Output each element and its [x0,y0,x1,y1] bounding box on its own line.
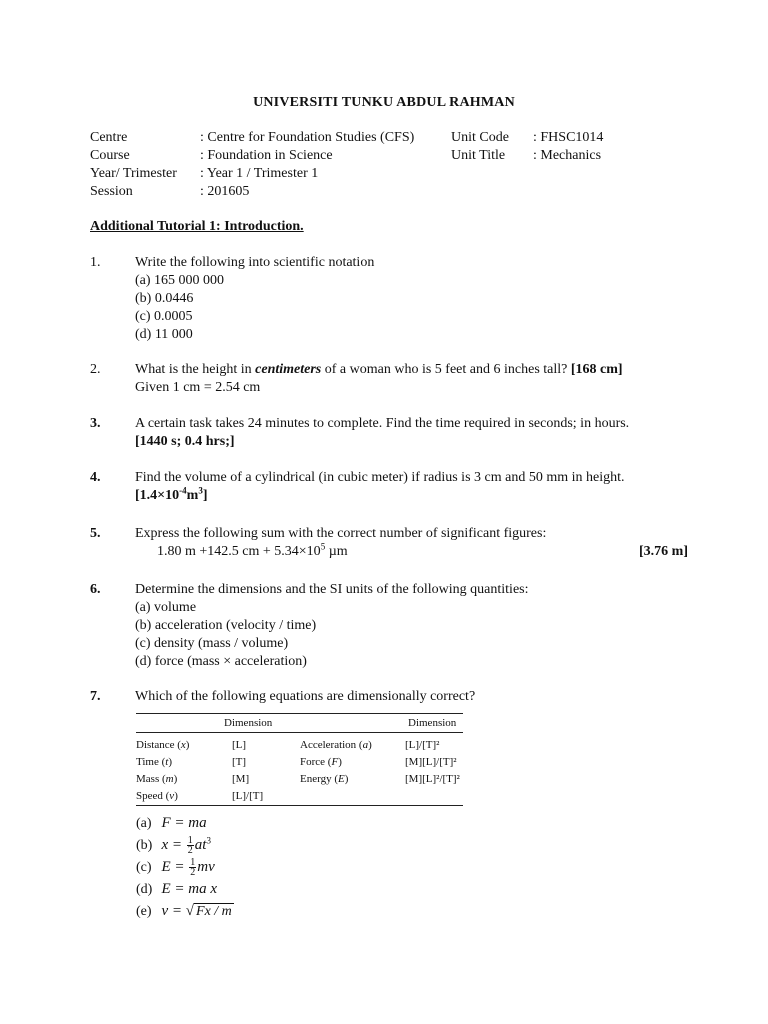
radicand: Fx / m [196,904,232,919]
fraction [189,858,196,877]
table-cell: Time (t) [136,756,172,768]
info-value: : Foundation in Science [200,148,333,163]
equation-list [136,812,234,922]
numerator: 1 [190,857,196,869]
table-cell: [T] [232,756,247,768]
quantity-name: Distance ( [136,739,181,751]
info-row-year [90,165,690,183]
denominator: 2 [187,845,193,857]
question-number: 6. [90,582,101,597]
answer-text: [1440 s; 0.4 hrs;] [135,434,235,449]
equation-lhs: E [161,881,171,897]
quantity-symbol: t [165,756,169,768]
info-row-session [90,183,690,201]
table-cell [300,788,405,805]
denominator: 2 [190,867,196,879]
quantity-name: Time ( [136,756,166,768]
list-item: (c) 0.0005 [135,309,193,324]
question-text [135,361,680,379]
square-root-sign: √ [185,903,195,919]
info-row-centre [90,129,690,147]
equation-lhs: F [161,815,171,831]
quantity-name: Force ( [300,756,332,768]
table-header: Dimension [224,716,273,729]
text-part: What is the height in [135,362,256,377]
answer-text [135,487,680,505]
quantity-symbol: m [165,773,174,785]
table-cell: Energy (E) [300,773,349,785]
info-label: Unit Code [451,130,509,145]
emphasis-text: centimeters [255,362,322,377]
equation-label: (c) [136,860,152,875]
table-row [136,754,463,771]
fraction [187,836,194,855]
equation-rhs: = [168,837,186,853]
table-cell: [L]/[T]² [405,739,440,751]
table-cell: [L] [232,739,247,751]
text-part: 1.80 m +142.5 cm + 5.34×10 [157,544,321,559]
given-text: Given 1 cm = 2.54 cm [135,380,261,395]
list-item: (c) density (mass / volume) [135,636,289,651]
info-value: : Year 1 / Trimester 1 [200,166,319,181]
dimension-table [136,713,463,806]
table-row [136,771,463,788]
equation-label: (e) [136,904,152,919]
equation-item [136,834,234,856]
table-cell: [M][L]/[T]² [405,756,457,768]
question-number: 7. [90,689,101,704]
info-label: Course [90,148,130,163]
table-cell: [M] [232,773,250,785]
text-part: [1.4×10 [135,488,180,503]
quantity-name: Mass ( [136,773,166,785]
question-text: Express the following sum with the correct number of significant figures: [135,526,547,541]
exponent: 5 [320,541,326,552]
equation-item [136,856,234,878]
table-cell: Force (F) [300,756,342,768]
equation-rhs: = ma [170,815,207,831]
text-part: of a woman who is 5 feet and 6 inches tall? [321,362,571,377]
question-number: 2. [90,362,101,377]
info-label: Centre [90,130,128,145]
equation-rhs: = [168,903,186,919]
equation-lhs: v [161,903,169,919]
table-cell [405,788,463,805]
exponent: -4 [179,485,187,496]
question-number: 4. [90,470,101,485]
table-cell: Distance (x) [136,739,190,751]
equation-lhs: x [161,837,169,853]
equation-label: (b) [136,838,153,853]
exponent: 3 [198,485,203,496]
equation-label: (d) [136,882,153,897]
info-label: Session [90,184,133,199]
equation-item [136,878,234,900]
equation-term: mv [197,859,215,875]
equation-item [136,900,234,922]
table-header: Dimension [408,716,457,729]
equation-rhs: = [170,859,189,875]
list-item: (d) 11 000 [135,327,193,342]
answer-text: [168 cm] [570,362,623,377]
equation-item [136,812,234,834]
info-row-course [90,147,690,165]
equation-lhs: E [161,859,171,875]
question-number: 5. [90,526,101,541]
quantity-symbol: v [169,790,175,802]
quantity-name: Energy ( [300,773,338,785]
text-part: m [186,488,199,503]
equation-term: at [194,837,207,853]
table-cell: Mass (m) [136,773,178,785]
quantity-name: Acceleration ( [300,739,363,751]
table-cell: [L]/[T] [232,790,264,802]
info-value: : Centre for Foundation Studies (CFS) [200,130,415,145]
info-label: Year/ Trimester [90,166,177,181]
course-info-block [90,129,690,201]
quantity-symbol: x [180,739,186,751]
question-text: Which of the following equations are dimensionally correct? [135,689,476,704]
numerator: 1 [187,835,193,847]
info-label: Unit Title [451,148,506,163]
question-text: Write the following into scientific notation [135,255,375,270]
text-part: ] [202,488,208,503]
exponent: 3 [206,835,211,846]
equation-label: (a) [136,816,152,831]
table-cell: [M][L]²/[T]² [405,773,460,785]
list-item: (b) acceleration (velocity / time) [135,618,317,633]
question-text: Determine the dimensions and the SI units of the following quantities: [135,582,529,597]
table-cell: Speed (v) [136,790,178,802]
info-value: : Mechanics [533,148,602,163]
list-item: (a) volume [135,600,197,615]
sum-expression [135,543,680,561]
info-value: : 201605 [200,184,250,199]
question-text: Find the volume of a cylindrical (in cubic meter) if radius is 3 cm and 50 mm in height. [135,470,625,485]
list-item: (d) force (mass × acceleration) [135,654,307,669]
info-value: : FHSC1014 [533,130,604,145]
table-row [136,733,463,755]
question-number: 3. [90,416,101,431]
text-part: µm [325,544,348,559]
quantity-symbol: a [362,739,369,751]
list-item: (a) 165 000 000 [135,273,225,288]
table-row [136,788,463,805]
question-text: A certain task takes 24 minutes to complete. Find the time required in seconds; in hours. [135,416,630,431]
list-item: (b) 0.0446 [135,291,194,306]
answer-text: [3.76 m] [639,544,688,559]
table-cell: Acceleration (a) [300,739,372,751]
quantity-symbol: E [337,773,345,785]
equation-rhs: = ma x [170,881,218,897]
tutorial-heading: Additional Tutorial 1: Introduction. [90,219,304,234]
question-number: 1. [90,255,101,270]
quantity-name: Speed ( [136,790,170,802]
university-title: UNIVERSITI TUNKU ABDUL RAHMAN [253,95,515,110]
quantity-symbol: F [331,756,339,768]
